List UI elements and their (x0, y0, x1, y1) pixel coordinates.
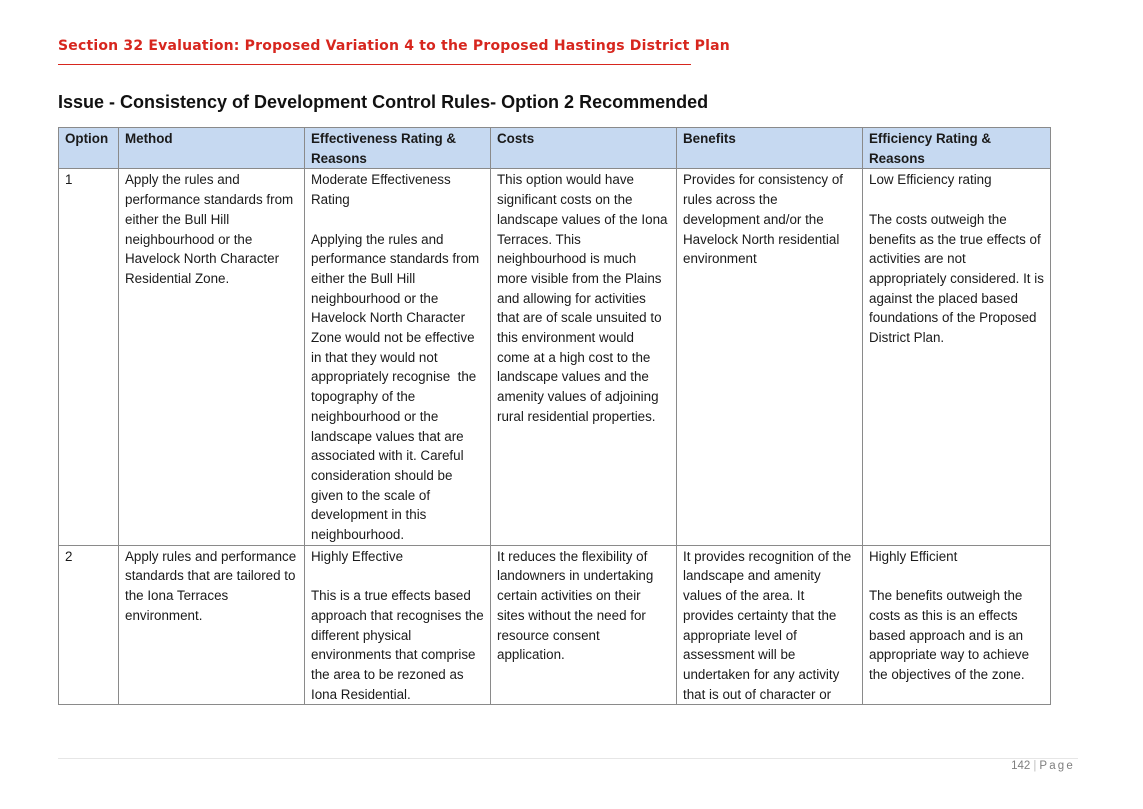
option-cell: 1 (59, 169, 119, 545)
efficiency-rating: Highly Efficient (869, 548, 958, 564)
paragraph-gap (869, 566, 1044, 586)
effectiveness-reason: Applying the rules and performance standards from either the Bull Hill neighbourhood or the Havelock North Character Zone would not be effective in that they would not appropriately recognise the topography of the neighbourhood or the landscape values that are associated with it. Careful consideration should be given to the scale of development in this neighbourhood. (311, 231, 483, 543)
table-row (59, 169, 1051, 545)
column-header-efficiency: Efficiency Rating & Reasons (863, 128, 1051, 169)
efficiency-cell (863, 169, 1051, 545)
footer-divider (58, 758, 1078, 759)
efficiency-reason: The costs outweigh the benefits as the true effects of activities are not appropriately considered. It is against the placed based foundations of the Proposed District Plan. (869, 211, 1048, 346)
option-cell: 2 (59, 545, 119, 705)
column-header-option: Option (59, 128, 119, 169)
efficiency-reason: The benefits outweigh the costs as this is an effects based approach and is an appropriate way to achieve the objectives of the zone. (869, 588, 1033, 682)
issue-heading: Issue - Consistency of Development Control Rules- Option 2 Recommended (58, 92, 709, 112)
page-footer (1011, 760, 1075, 772)
paragraph-gap (869, 190, 1044, 210)
benefits-cell: It provides recognition of the landscape and amenity values of the area. It provides certainty that the appropriate level of assessment will be undertaken for any activity that is out of character or (677, 545, 863, 705)
column-header-costs: Costs (491, 128, 677, 169)
effectiveness-cell (305, 545, 491, 705)
costs-cell: It reduces the flexibility of landowners in undertaking certain activities on their sites without the need for resource consent application. (491, 545, 677, 705)
paragraph-gap (311, 210, 484, 230)
paragraph-gap (311, 566, 484, 586)
effectiveness-cell (305, 169, 491, 545)
effectiveness-reason: This is a true effects based approach that recognises the different physical environments that comprise the area to be rezoned as Iona Residential. (311, 588, 488, 702)
document-header-title: Section 32 Evaluation: Proposed Variation 4 to the Proposed Hastings District Plan (58, 38, 730, 54)
efficiency-rating: Low Efficiency rating (869, 172, 992, 188)
page-label: Page (1039, 760, 1075, 772)
table-row (59, 545, 1051, 705)
page-number: 142 (1011, 760, 1031, 772)
document-header (58, 38, 730, 65)
column-header-method: Method (119, 128, 305, 169)
efficiency-cell (863, 545, 1051, 705)
method-cell: Apply rules and performance standards that are tailored to the Iona Terraces environment. (119, 545, 305, 705)
costs-cell: This option would have significant costs on the landscape values of the Iona Terraces. This neighbourhood is much more visible from the Plains and allowing for activities that are of scale unsuited to this environment would come at a high cost to the landscape values and the amenity values of adjoining rural residential properties. (491, 169, 677, 545)
column-header-effectiveness: Effectiveness Rating & Reasons (305, 128, 491, 169)
footer-separator: | (1033, 760, 1037, 772)
method-cell: Apply the rules and performance standards from either the Bull Hill neighbourhood or the Havelock North Character Residential Zone. (119, 169, 305, 545)
effectiveness-rating: Highly Effective (311, 548, 404, 564)
evaluation-table (58, 127, 1051, 705)
column-header-benefits: Benefits (677, 128, 863, 169)
benefits-cell: Provides for consistency of rules across the development and/or the Havelock North residential environment (677, 169, 863, 545)
table-header-row (59, 128, 1051, 169)
effectiveness-rating: Moderate Effectiveness Rating (311, 172, 455, 208)
